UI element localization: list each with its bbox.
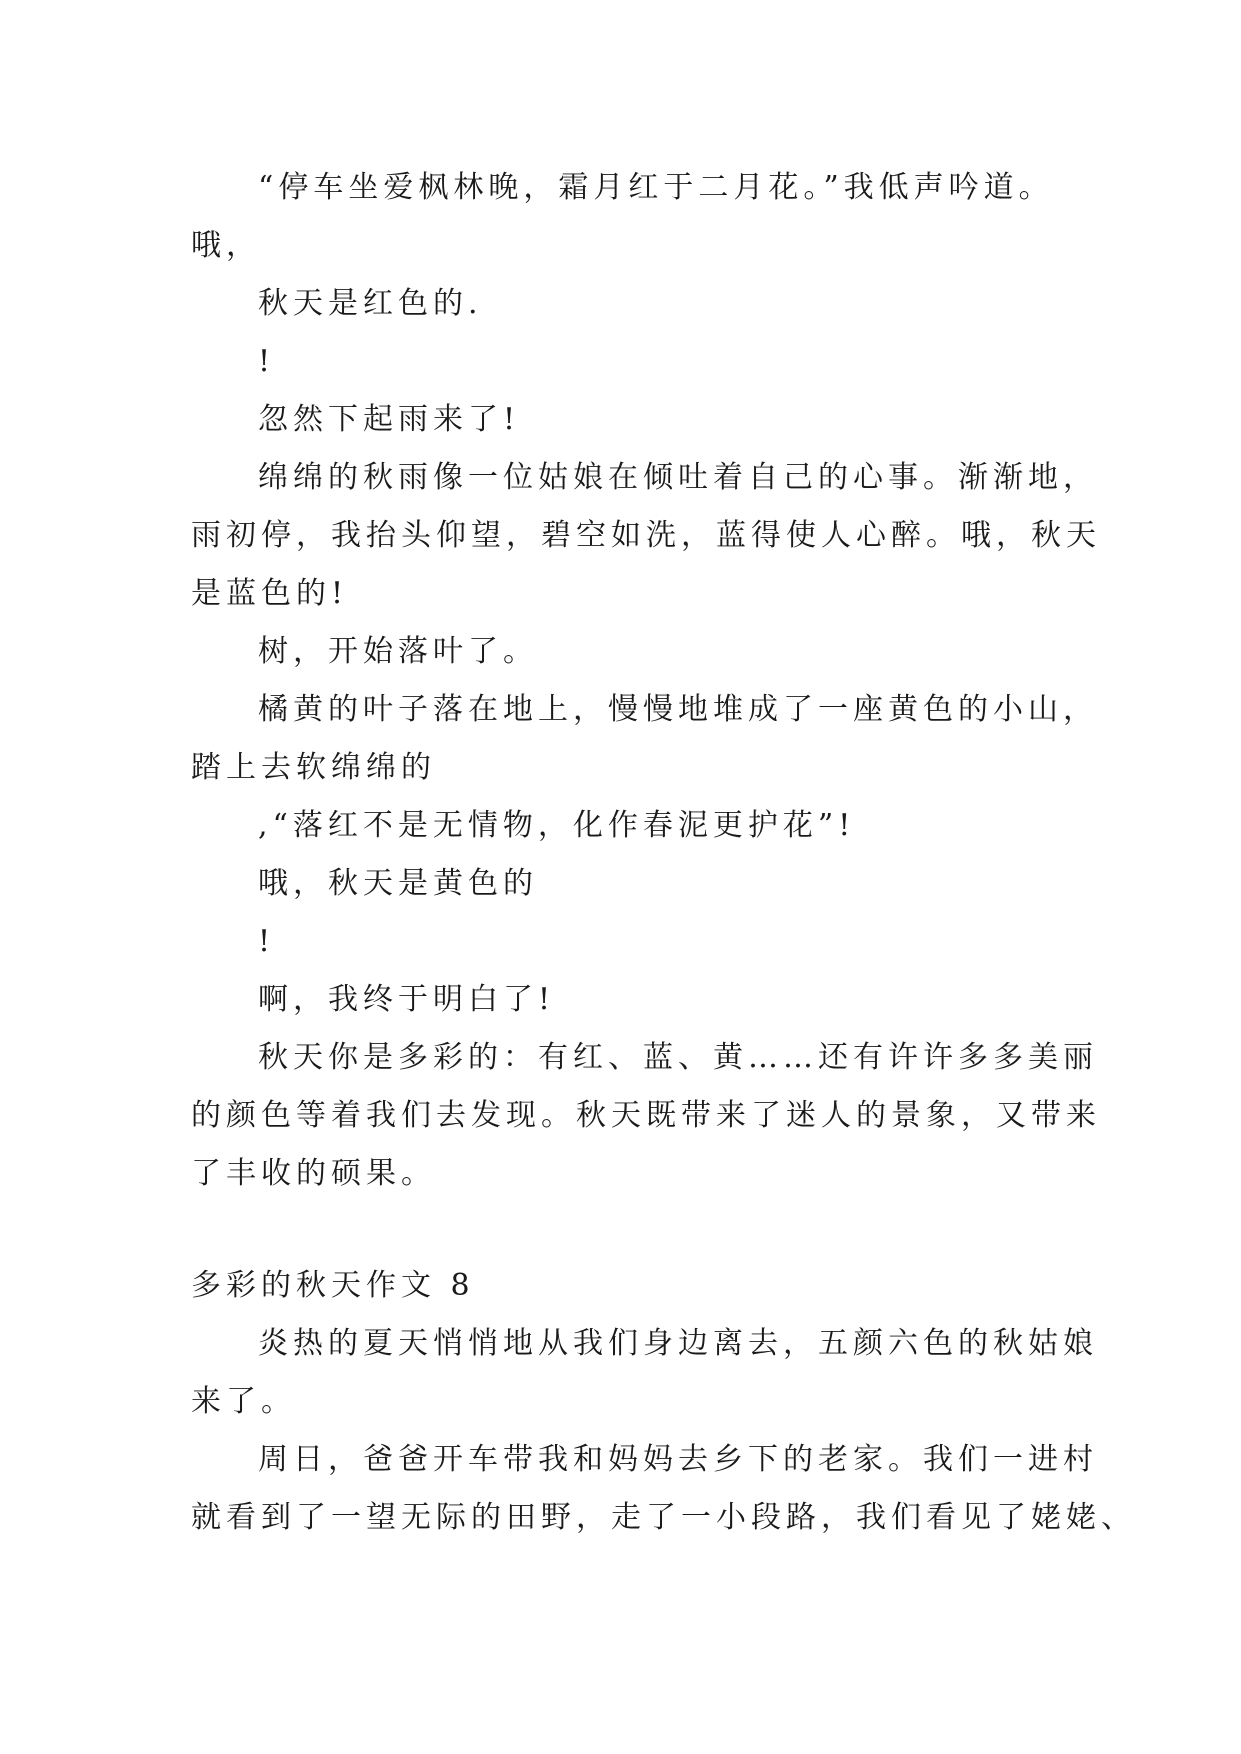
paragraph-line: 炎热的夏天悄悄地从我们身边离去，五颜六色的秋姑娘 xyxy=(258,1326,1098,1361)
paragraph-line: 雨初停，我抬头仰望，碧空如洗，蓝得使人心醉。哦，秋天 xyxy=(191,518,1101,553)
paragraph-line: 来了。 xyxy=(191,1384,296,1419)
paragraph-line: ! xyxy=(258,344,276,379)
paragraph-line: 啊，我终于明白了! xyxy=(258,982,556,1017)
paragraph-line: 的颜色等着我们去发现。秋天既带来了迷人的景象，又带来 xyxy=(191,1098,1101,1133)
paragraph-line: 忽然下起雨来了! xyxy=(258,402,521,437)
paragraph-line: 秋天是红色的. xyxy=(258,286,483,321)
paragraph-line: 哦，秋天是黄色的 xyxy=(258,866,538,901)
paragraph-line: 就看到了一望无际的田野，走了一小段路，我们看见了姥姥、 xyxy=(191,1500,1136,1535)
section-heading: 多彩的秋天作文 8 xyxy=(191,1268,475,1303)
paragraph-line: 哦， xyxy=(191,228,261,263)
paragraph-line: 周日，爸爸开车带我和妈妈去乡下的老家。我们一进村 xyxy=(258,1442,1098,1477)
paragraph-line: 绵绵的秋雨像一位姑娘在倾吐着自己的心事。渐渐地， xyxy=(258,460,1098,495)
paragraph-line: 踏上去软绵绵的 xyxy=(191,750,436,785)
paragraph-line: “停车坐爱枫林晚，霜月红于二月花。”我低声吟道。 xyxy=(258,170,1054,205)
paragraph-line: 秋天你是多彩的：有红、蓝、黄……还有许许多多美丽 xyxy=(258,1040,1098,1075)
paragraph-line: ,“落红不是无情物，化作春泥更护花”! xyxy=(258,808,856,843)
paragraph-line: 树，开始落叶了。 xyxy=(258,634,538,669)
paragraph-line: ! xyxy=(258,924,276,959)
paragraph-line: 了丰收的硕果。 xyxy=(191,1156,436,1191)
paragraph-line: 是蓝色的! xyxy=(191,576,349,611)
paragraph-line: 橘黄的叶子落在地上，慢慢地堆成了一座黄色的小山， xyxy=(258,692,1098,727)
